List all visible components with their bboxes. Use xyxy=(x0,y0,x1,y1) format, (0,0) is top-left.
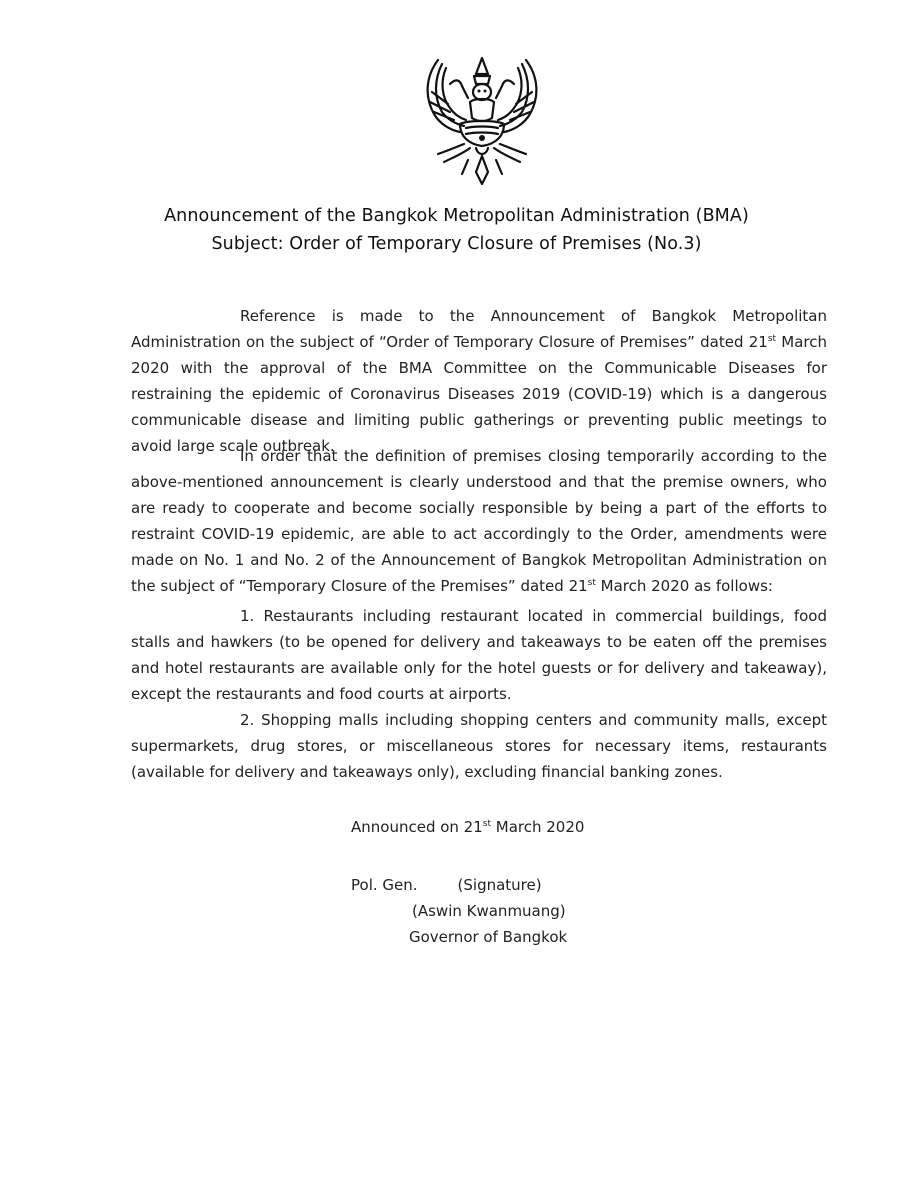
rank: Pol. Gen. xyxy=(351,876,418,894)
signatory-name: (Aswin Kwanmuang) xyxy=(412,902,566,920)
paragraph-reference xyxy=(131,303,827,459)
announcement-date xyxy=(351,818,584,836)
amendment-list xyxy=(131,603,827,785)
amendment-item-1: 1. Restaurants including restaurant located in commercial buildings, food stalls and hawkers (to be opened for delivery and takeaways to be eaten off the premises and hotel restaurants are available only for the hotel guests or for delivery and takeaway), except the restaurants and food courts at airports. xyxy=(131,607,827,703)
garuda-emblem-icon xyxy=(420,52,544,188)
ordinal-suffix: st xyxy=(587,578,596,588)
document-title: Announcement of the Bangkok Metropolitan Administration (BMA) xyxy=(164,206,749,226)
ordinal-suffix: st xyxy=(767,334,777,344)
paragraph-text: March 2020 as follows: xyxy=(595,577,773,595)
date-text: Announced on 21 xyxy=(351,818,483,836)
document-subject: Subject: Order of Temporary Closure of Premises (No.3) xyxy=(211,234,702,254)
date-text: March 2020 xyxy=(491,818,585,836)
ordinal-suffix: st xyxy=(482,819,491,829)
paragraph-amendments xyxy=(131,443,827,599)
paragraph-text: March 2020 with the approval of the BMA Committee on the Communicable Diseases for restraining the epidemic of Coronavirus Diseases 2019 (COVID-19) which is a dangerous communicable disease and limiting public gatherings or preventing public meetings to avoid large scale outbreak. xyxy=(131,333,827,455)
paragraph-text: In order that the definition of premises closing temporarily according to the above-mentioned announcement is clearly understood and that the premise owners, who are ready to cooperate and become socially responsible by being a part of the efforts to restraint COVID-19 epidemic, are able to act accordingly to the Order, amendments were made on No. 1 and No. 2 of the Announcement of Bangkok Metropolitan Administration on the subject of “Temporary Closure of the Premises” dated 21 xyxy=(131,447,827,595)
amendment-item-2: 2. Shopping malls including shopping centers and community malls, except supermarkets, drug stores, or miscellaneous stores for necessary items, restaurants (available for delivery and takeaways only), excluding financial banking zones. xyxy=(131,711,827,781)
paragraph-text: Reference is made to the Announcement of Bangkok Metropolitan Administration on the subject of “Order of Temporary Closure of Premises” dated 21 xyxy=(131,307,827,351)
signatory-position: Governor of Bangkok xyxy=(409,928,568,946)
signature-placeholder: (Signature) xyxy=(457,876,542,894)
signature-line xyxy=(351,876,542,894)
